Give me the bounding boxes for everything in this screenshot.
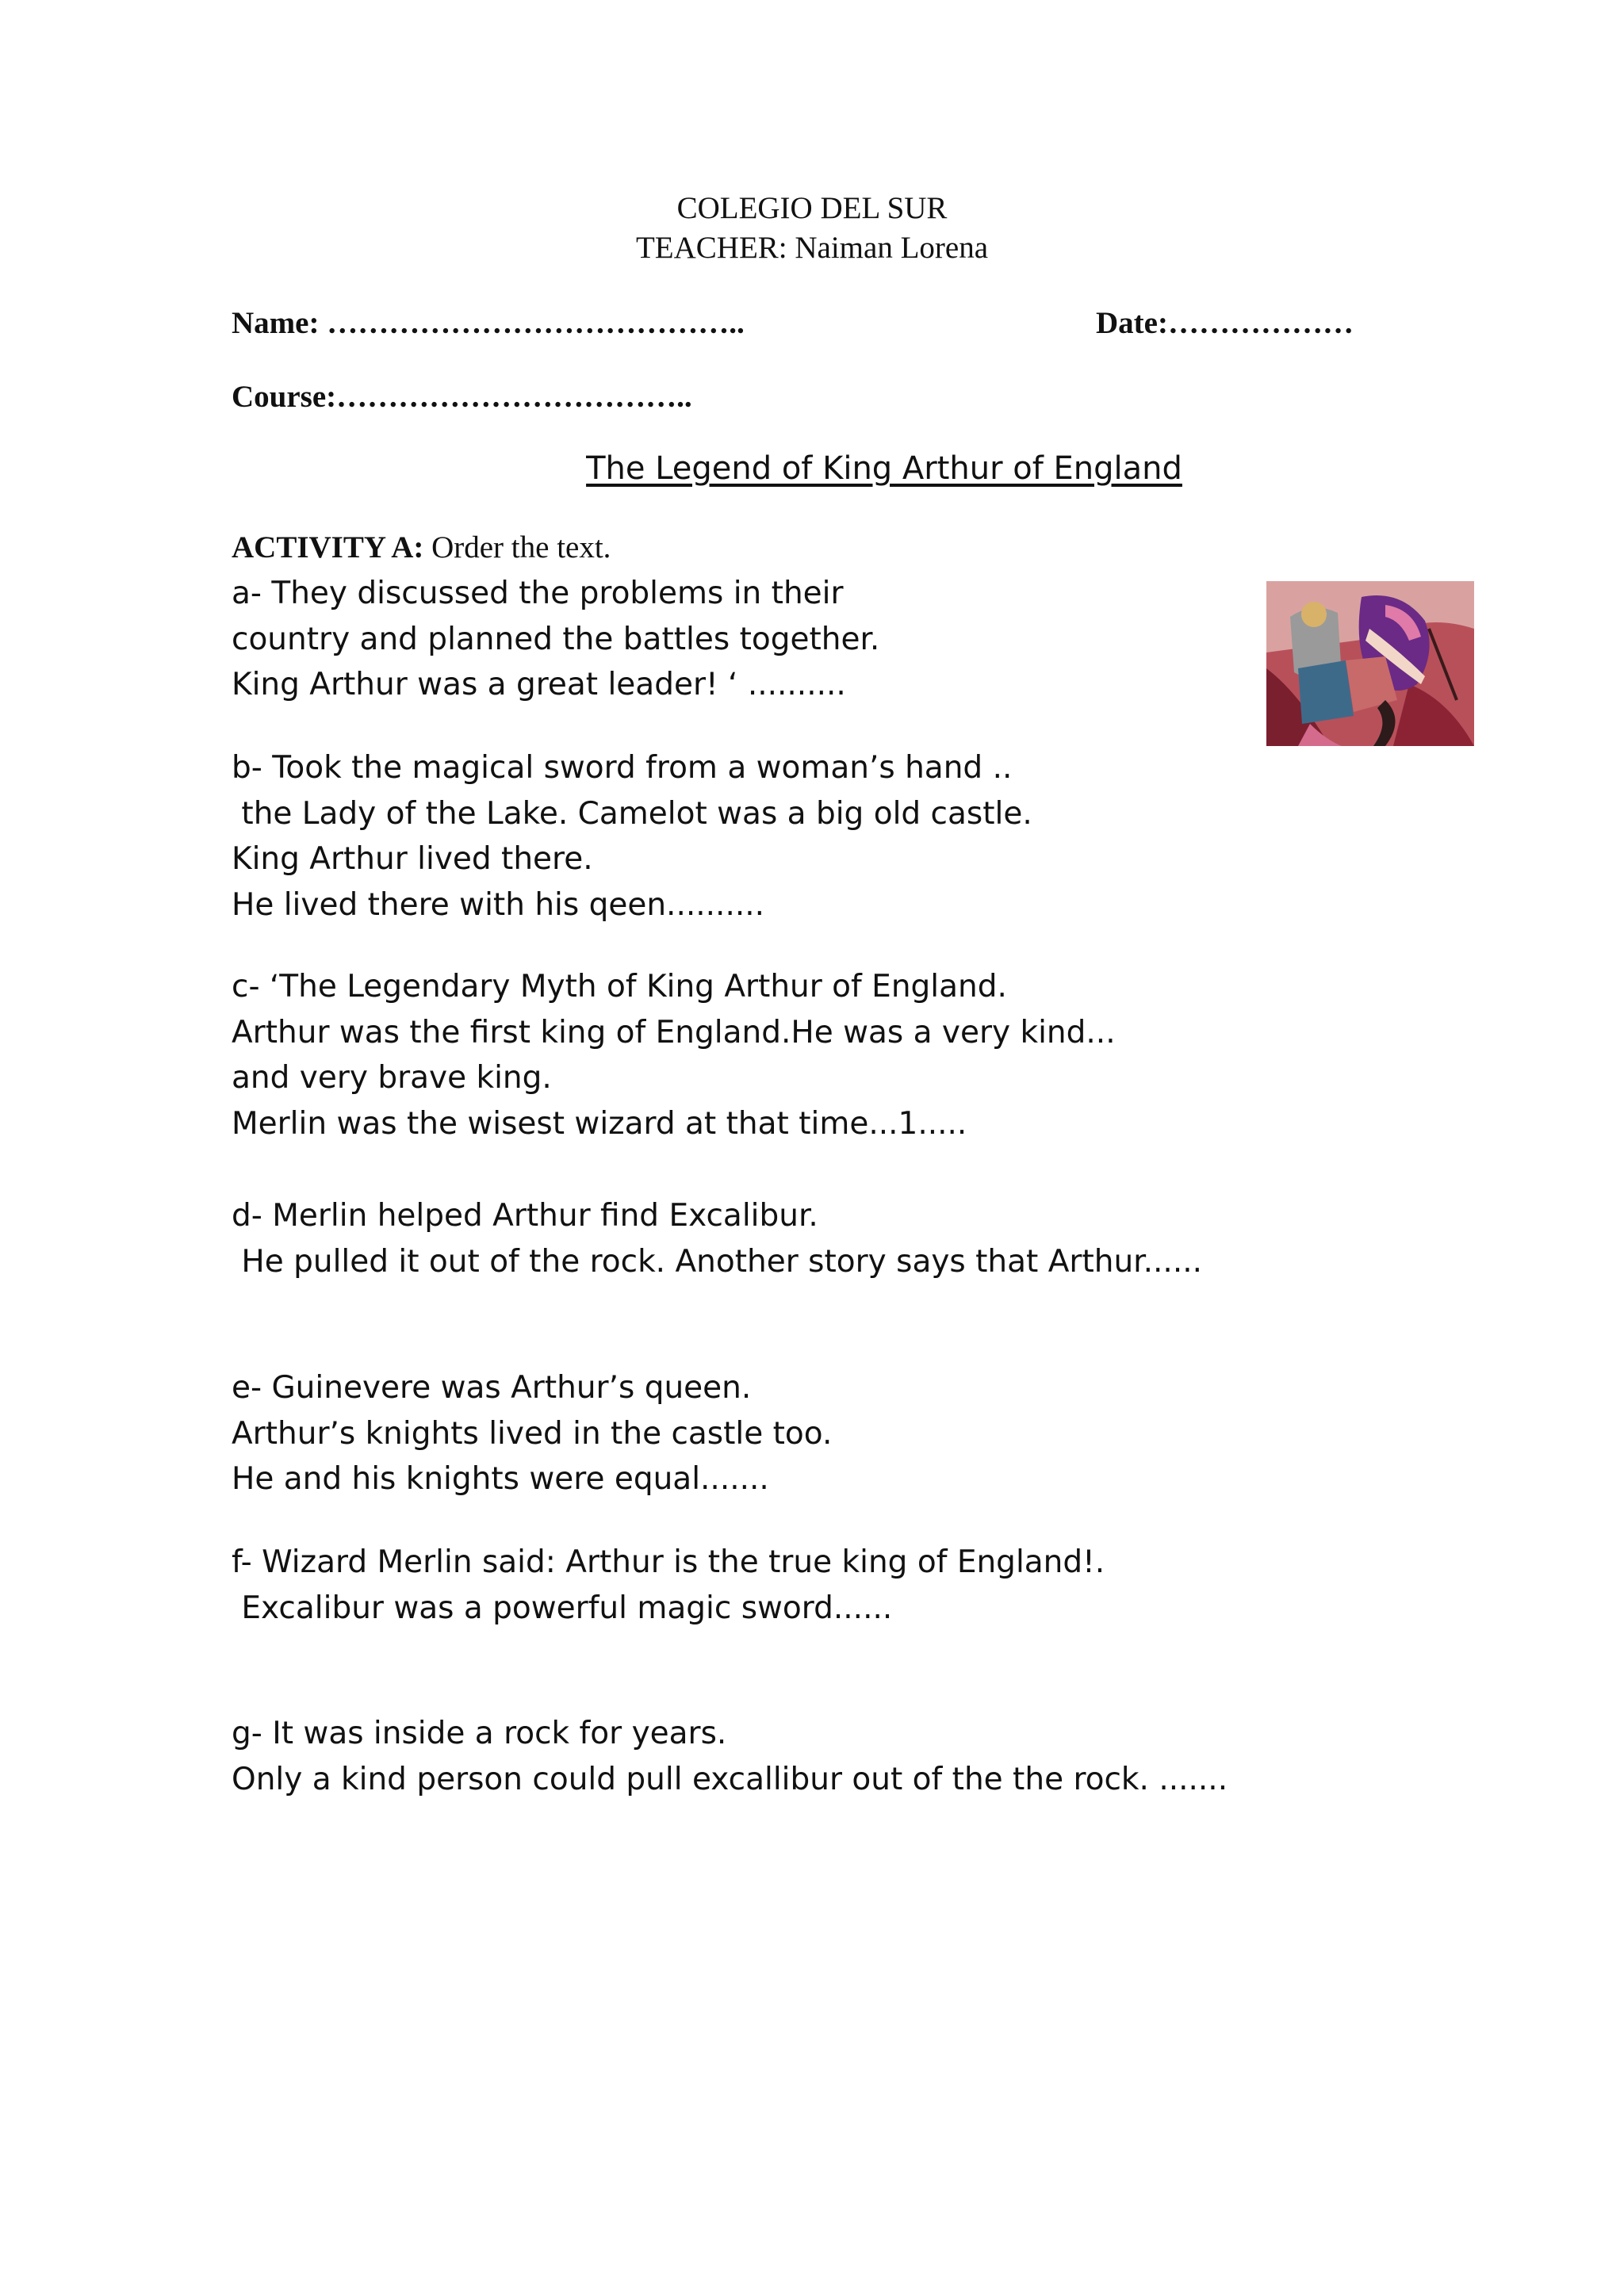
fragment-line: He pulled it out of the rock. Another story says that Arthur...... bbox=[232, 1243, 1203, 1280]
fragment-line: a- They discussed the problems in their bbox=[232, 576, 844, 611]
fragment-line: g- It was inside a rock for years. bbox=[232, 1716, 727, 1751]
document-title: The Legend of King Arthur of England bbox=[586, 450, 1182, 487]
fragment-line: He and his knights were equal....... bbox=[232, 1461, 769, 1497]
fragment-line: Arthur was the first king of England.He was a very kind... bbox=[232, 1014, 1116, 1050]
fragment-b bbox=[232, 745, 1032, 928]
fragment-line: Arthur’s knights lived in the castle too. bbox=[232, 1415, 833, 1452]
fragment-line: country and planned the battles together. bbox=[232, 621, 880, 657]
king-arthur-illustration bbox=[1266, 581, 1474, 746]
school-name: COLEGIO DEL SUR bbox=[676, 191, 948, 225]
fragment-a bbox=[232, 571, 879, 708]
fragment-line: He lived there with his qeen.......... bbox=[232, 886, 765, 923]
fragment-line: the Lady of the Lake. Camelot was a big old castle. bbox=[232, 795, 1032, 832]
course-field[interactable]: Course:…………………………….. bbox=[232, 380, 692, 414]
fragment-line: c- ‘The Legendary Myth of King Arthur of England. bbox=[232, 969, 1007, 1004]
name-field[interactable]: Name: ………………………………….. bbox=[232, 306, 745, 340]
fragment-line: e- Guinevere was Arthur’s queen. bbox=[232, 1370, 752, 1406]
fragment-line: f- Wizard Merlin said: Arthur is the true king of England!. bbox=[232, 1544, 1105, 1580]
activity-text: Order the text. bbox=[423, 530, 611, 564]
activity-label: ACTIVITY A: bbox=[232, 530, 424, 564]
fragment-d bbox=[232, 1193, 1202, 1284]
fragment-line: b- Took the magical sword from a woman’s hand .. bbox=[232, 750, 1013, 786]
fragment-c bbox=[232, 964, 1116, 1146]
document-header bbox=[0, 189, 1624, 268]
fragment-line: d- Merlin helped Arthur find Excalibur. bbox=[232, 1198, 818, 1234]
fragment-line: King Arthur lived there. bbox=[232, 841, 593, 877]
activity-instruction bbox=[232, 530, 611, 565]
fragment-line: Merlin was the wisest wizard at that time...1..... bbox=[232, 1105, 967, 1142]
date-field[interactable]: Date:……………… bbox=[1096, 306, 1354, 340]
fragment-e bbox=[232, 1365, 832, 1502]
fragment-line: and very brave king. bbox=[232, 1060, 552, 1096]
fragment-line: King Arthur was a great leader! ‘ .......... bbox=[232, 667, 846, 702]
fragment-line: Only a kind person could pull excallibur out of the the rock. ....... bbox=[232, 1761, 1228, 1797]
fragment-f bbox=[232, 1540, 1105, 1631]
teacher-name: TEACHER: Naiman Lorena bbox=[635, 231, 989, 265]
fragment-line: Excalibur was a powerful magic sword...... bbox=[232, 1590, 893, 1626]
fragment-g bbox=[232, 1711, 1228, 1802]
